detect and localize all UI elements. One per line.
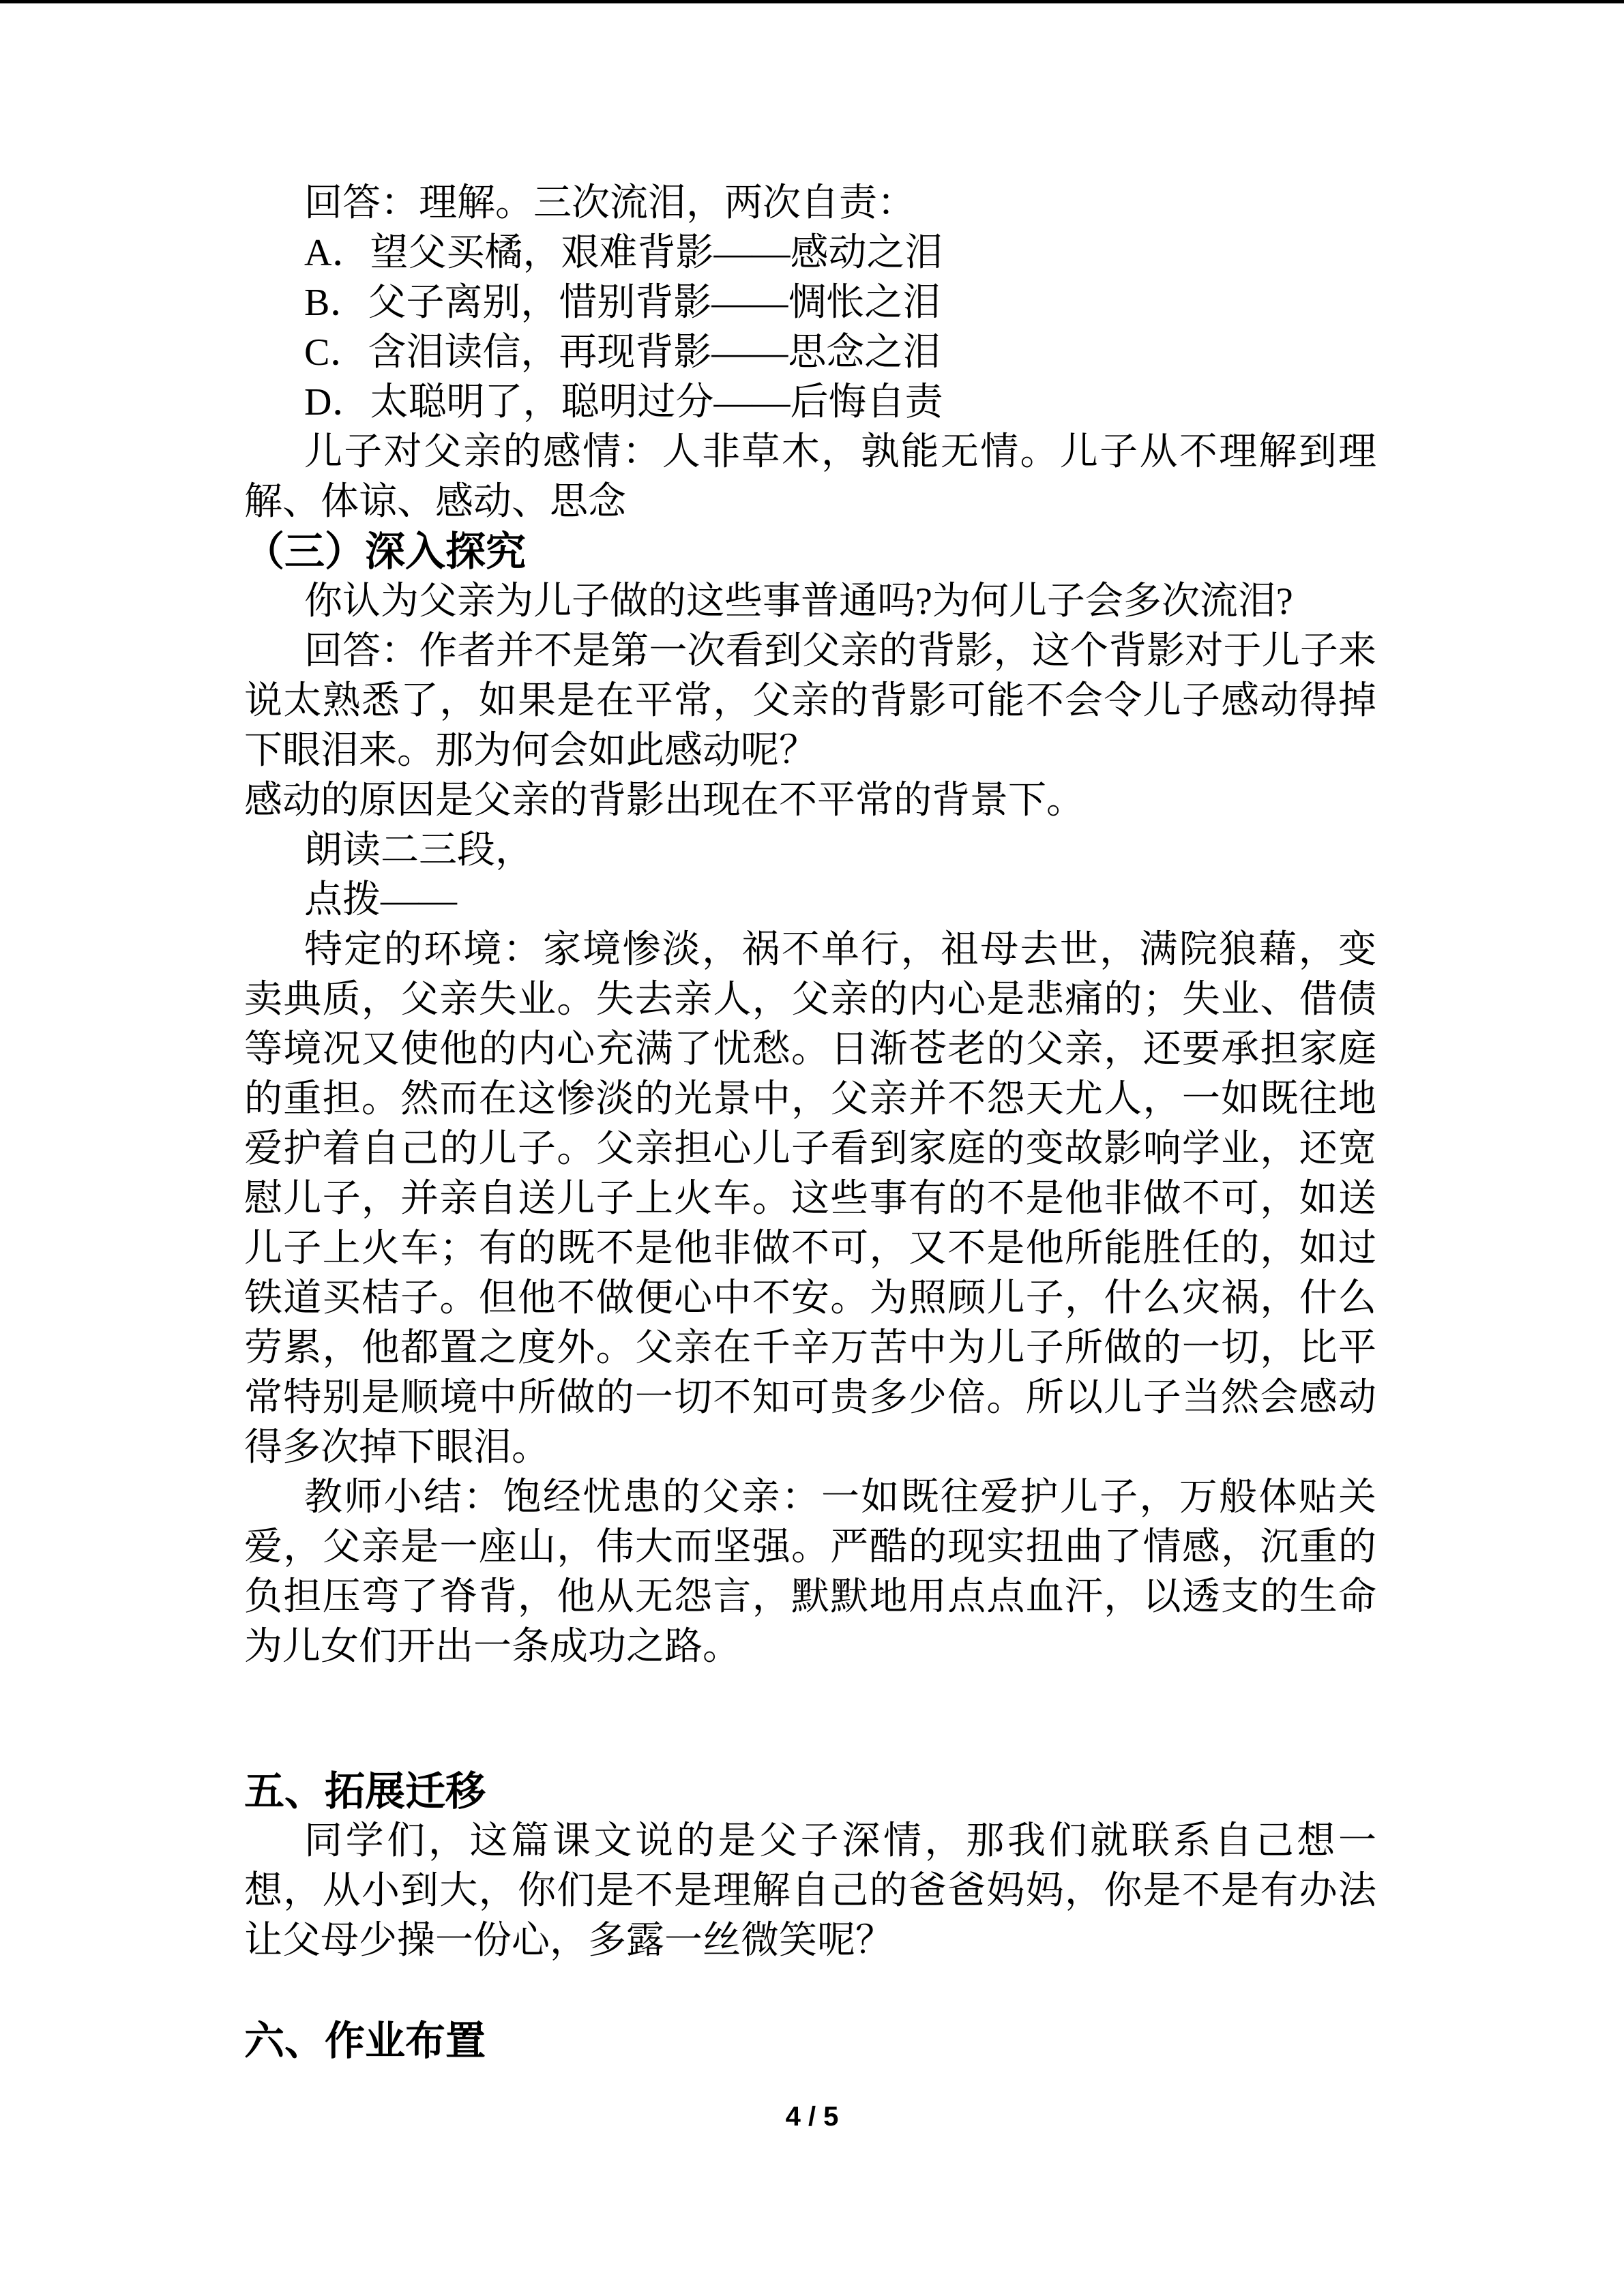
text-line: 回答：作者并不是第一次看到父亲的背影，这个背影对于儿子来 <box>304 630 1376 672</box>
text-line: 感动的原因是父亲的背影出现在不平常的背景下。 <box>244 779 1084 822</box>
text-line: 回答：理解。三次流泪，两次自责： <box>304 182 915 224</box>
text-line: 卖典质，父亲失业。失去亲人，父亲的内心是悲痛的；失业、借债 <box>244 979 1376 1021</box>
text-line: 的重担。然而在这惨淡的光景中，父亲并不怨天尤人，一如既往地 <box>244 1078 1376 1120</box>
text-line: 劳累，他都置之度外。父亲在千辛万苦中为儿子所做的一切，比平 <box>244 1327 1376 1369</box>
text-line: 说太熟悉了，如果是在平常，父亲的背影可能不会令儿子感动得掉 <box>244 680 1376 722</box>
text-line: 铁道买桔子。但他不做便心中不安。为照顾儿子，什么灾祸，什么 <box>244 1277 1376 1320</box>
text-line: 解、体谅、感动、思念 <box>244 481 626 523</box>
text-line: 爱，父亲是一座山，伟大而坚强。严酷的现实扭曲了情感，沉重的 <box>244 1526 1376 1568</box>
text-line: 得多次掉下眼泪。 <box>244 1427 550 1469</box>
text-line: 负担压弯了脊背，他从无怨言，默默地用点点血汗，以透支的生命 <box>244 1576 1376 1618</box>
text-line: 特定的环境：家境惨淡，祸不单行，祖母去世，满院狼藉，变 <box>304 929 1376 971</box>
text-line: 儿子对父亲的感情：人非草木，孰能无情。儿子从不理解到理 <box>304 431 1376 473</box>
text-line: 同学们，这篇课文说的是父子深情，那我们就联系自己想一 <box>304 1820 1376 1862</box>
text-line: 常特别是顺境中所做的一切不知可贵多少倍。所以儿子当然会感动 <box>244 1377 1376 1419</box>
vertical-gap <box>244 1672 1376 1767</box>
vertical-gap <box>244 1966 1376 2016</box>
text-line: 等境况又使他的内心充满了忧愁。日渐苍老的父亲，还要承担家庭 <box>244 1028 1376 1071</box>
section-heading: 五、拓展迁移 <box>244 1769 486 1814</box>
page-number: 4 / 5 <box>785 2102 839 2132</box>
text-line: B．父子离别，惜别背影——惆怅之泪 <box>304 282 941 324</box>
text-line: 你认为父亲为儿子做的这些事普通吗?为何儿子会多次流泪? <box>304 580 1293 623</box>
text-line: D．太聪明了，聪明过分——后悔自责 <box>304 381 943 423</box>
text-line: 点拨—— <box>304 879 457 921</box>
text-line: 爱护着自己的儿子。父亲担心儿子看到家庭的变故影响学业，还宽 <box>244 1128 1376 1170</box>
text-line: 朗读二三段， <box>304 829 533 871</box>
text-line: A．望父买橘，艰难背影——感动之泪 <box>304 232 943 274</box>
text-line: 儿子上火车；有的既不是他非做不可，又不是他所能胜任的，如过 <box>244 1227 1376 1270</box>
text-line: C．含泪读信，再现背影——思念之泪 <box>304 331 941 374</box>
text-line: 慰儿子，并亲自送儿子上火车。这些事有的不是他非做不可，如送 <box>244 1178 1376 1220</box>
text-line: 让父母少操一份心，多露一丝微笑呢？ <box>244 1920 894 1962</box>
section-heading: （三）深入探究 <box>244 529 527 574</box>
page-top-border <box>0 0 1624 3</box>
text-line: 为儿女们开出一条成功之路。 <box>244 1626 741 1668</box>
text-line: 想，从小到大，你们是不是理解自己的爸爸妈妈，你是不是有办法 <box>244 1870 1376 1912</box>
section-heading: 六、作业布置 <box>244 2018 486 2063</box>
text-line: 下眼泪来。那为何会如此感动呢？ <box>244 730 817 772</box>
text-line: 教师小结：饱经忧患的父亲：一如既往爱护儿子，万般体贴关 <box>304 1476 1376 1519</box>
document-body <box>244 179 1376 2066</box>
